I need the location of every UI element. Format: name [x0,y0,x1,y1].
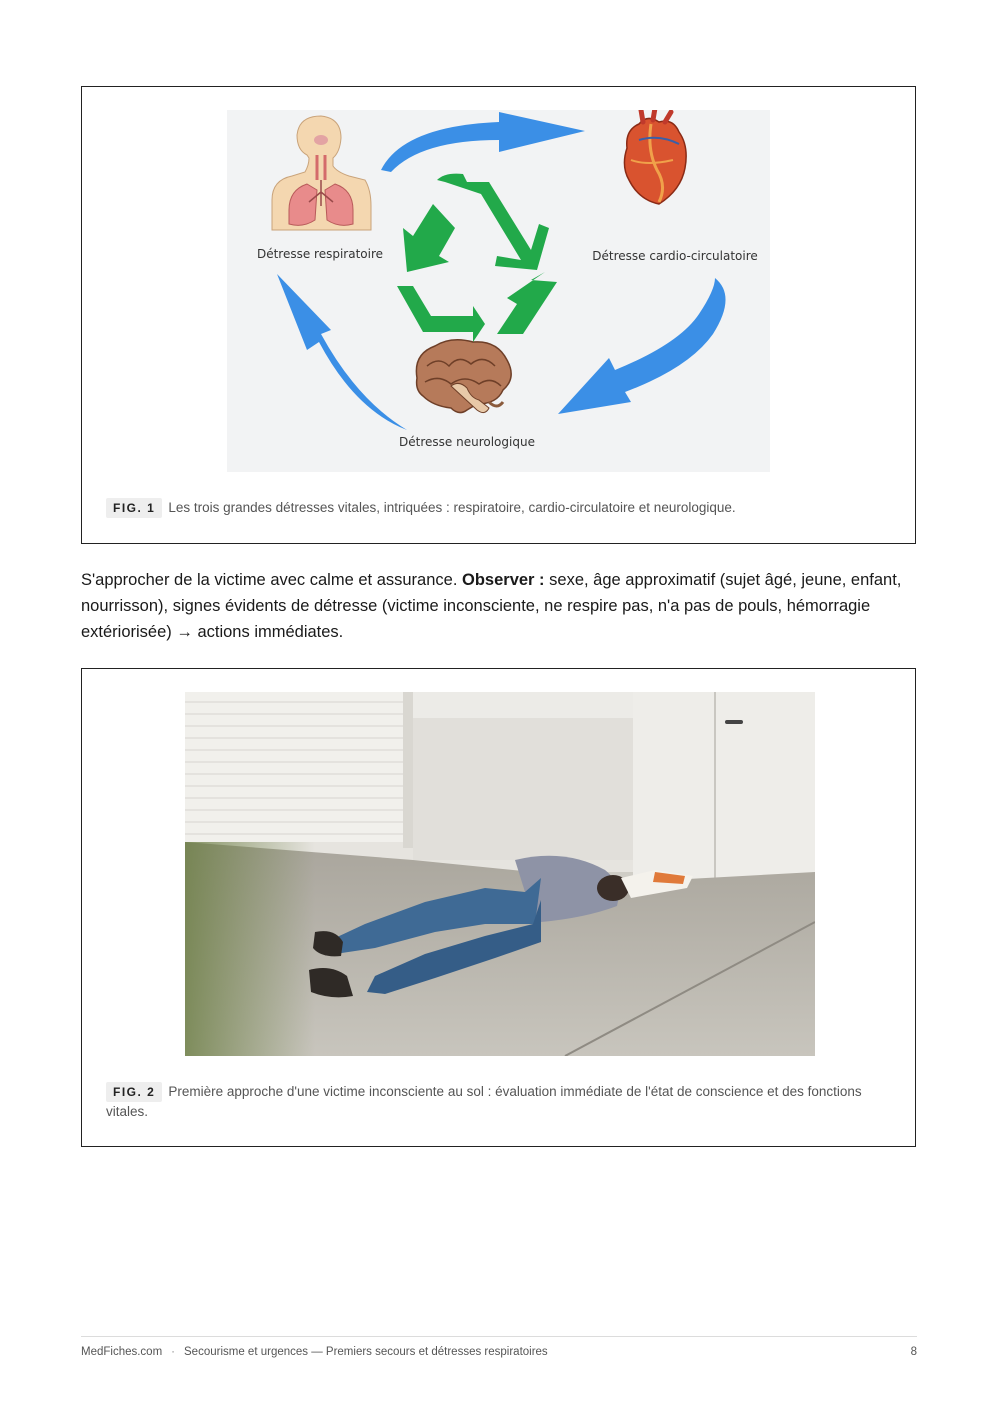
vital-distress-diagram [227,110,770,472]
footer-separator: · [171,1346,176,1358]
footer-site: MedFiches.com [81,1346,163,1358]
photo-unconscious-victim-on-ground [185,692,815,1056]
paragraph-rest: sexe, âge approximatif (sujet âgé, jeune, enfant, nourrisson), signes évidents de détresse (victime inconsciente, ne respire pas, n'a pas de pouls, hémorragie extériorisée) → actions immédiates. [81,571,902,641]
figure-tag: FIG. 1 [106,498,162,518]
figure-caption [106,1082,891,1122]
page-footer [81,1344,917,1360]
page-number: 8 [910,1346,917,1358]
body-paragraph [81,567,916,645]
paragraph-bold-term: Observer : [462,571,545,589]
footer-divider [81,1336,917,1337]
label-neuro-distress: Détresse neurologique [399,435,535,449]
figure-2 [81,668,916,1147]
label-respiratory-distress: Détresse respiratoire [256,247,384,261]
caption-text: Les trois grandes détresses vitales, intriquées : respiratoire, cardio-circulatoire et neurologique. [168,500,736,515]
caption-text: Première approche d'une victime inconsciente au sol : évaluation immédiate de l'état de conscience et des fonctions vitales. [106,1084,862,1119]
figure-1 [81,86,916,544]
figure-caption [106,498,891,518]
label-cardio-distress: Détresse cardio-circulatoire [592,249,758,263]
figure-tag: FIG. 2 [106,1082,162,1102]
paragraph-lead: S'approcher de la victime avec calme et assurance. [81,571,458,589]
footer-section: Secourisme et urgences — Premiers secours et détresses respiratoires [184,1346,548,1358]
